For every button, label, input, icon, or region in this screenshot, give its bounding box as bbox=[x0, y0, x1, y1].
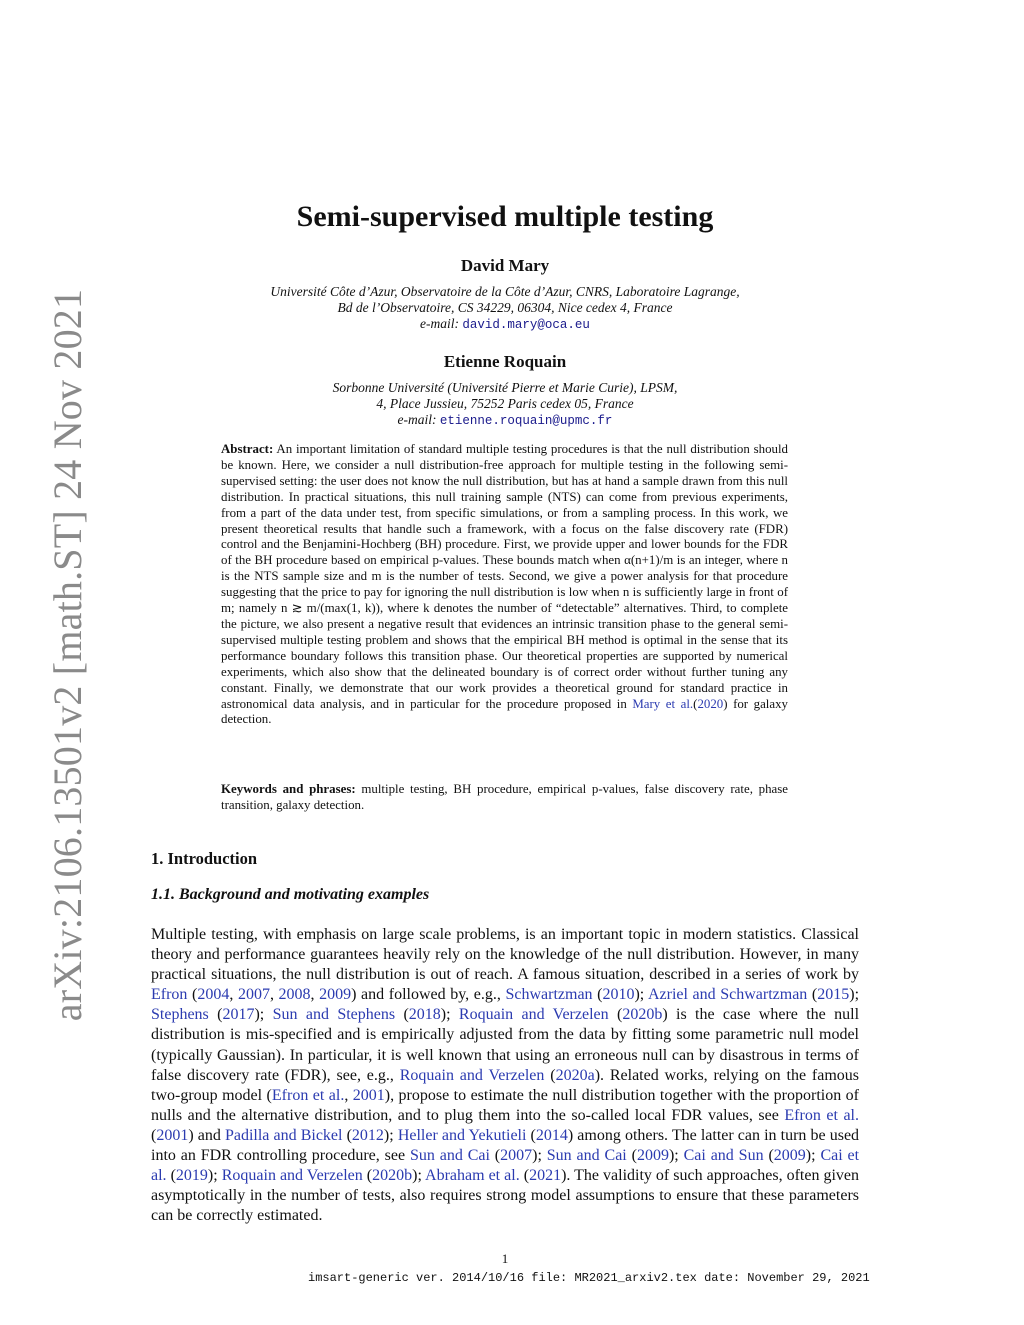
citation-link[interactable]: Roquain and Verzelen bbox=[399, 1066, 545, 1084]
affiliation-line: 4, Place Jussieu, 75252 Paris cedex 05, France bbox=[376, 396, 634, 411]
affiliation-line: Bd de l’Observatoire, CS 34229, 06304, Nice cedex 4, France bbox=[337, 300, 673, 315]
citation-link[interactable]: Azriel and Schwartzman bbox=[647, 986, 808, 1004]
text: , bbox=[344, 1086, 349, 1104]
abstract-label: Abstract: bbox=[221, 442, 274, 456]
text: ( bbox=[403, 1006, 409, 1024]
section-heading: 1. Introduction bbox=[151, 849, 258, 868]
text: ( bbox=[550, 1066, 556, 1084]
citation-link[interactable]: 2012 bbox=[351, 1126, 384, 1144]
citation-link[interactable]: 2021 bbox=[529, 1167, 562, 1185]
text: ); bbox=[383, 1126, 394, 1144]
text: ); bbox=[634, 986, 645, 1004]
email-line bbox=[0, 316, 1010, 333]
text: ( bbox=[217, 1006, 223, 1024]
citation-link[interactable]: Sun and Stephens bbox=[272, 1006, 396, 1024]
citation-link[interactable]: 2009 bbox=[319, 986, 352, 1004]
text: ( bbox=[597, 986, 603, 1004]
citation-year-link[interactable]: 2020 bbox=[697, 696, 724, 711]
text: ( bbox=[616, 1006, 623, 1024]
author-name-2: Etienne Roquain bbox=[443, 352, 567, 371]
citation-link[interactable]: 2010 bbox=[602, 986, 635, 1004]
author-affiliation-2 bbox=[0, 380, 1010, 429]
citation-link[interactable]: 2001 bbox=[156, 1126, 189, 1144]
author-name-1: David Mary bbox=[460, 256, 550, 275]
keywords-text: multiple testing, BH procedure, empirical p-values, false discovery rate, phase transition, galaxy detection. bbox=[221, 782, 788, 812]
text: ( bbox=[192, 986, 198, 1004]
text: ) is the case where the null distribution is mis-specified and is empirically adjusted from the data by fitting some parametric null model (typically Gaussian). In particular, it is well known that using an erroneous null can by disastrous in terms of false discovery rate (FDR), see, e.g., bbox=[151, 1006, 860, 1084]
citation-link[interactable]: 2017 bbox=[222, 1006, 255, 1024]
citation-link[interactable]: 2018 bbox=[408, 1006, 441, 1024]
keywords-block bbox=[221, 782, 788, 814]
text: Multiple testing, with emphasis on large scale problems, is an important topic in modern statistics. Classical theory and performance guarantees heavily rely on the knowledge of the null distribution. However, in many practical situations, the null distribution is out of reach. A famous situation, described in a series of work by bbox=[151, 926, 859, 984]
text: ( bbox=[170, 1167, 176, 1185]
email-line bbox=[0, 412, 1010, 429]
citation-link[interactable]: 2007 bbox=[500, 1147, 533, 1165]
page-footer: imsart-generic ver. 2014/10/16 file: MR2021_arxiv2.tex date: November 29, 2021 bbox=[308, 1271, 870, 1285]
citation-link[interactable]: Padilla and Bickel bbox=[224, 1126, 343, 1144]
citation-link[interactable]: Roquain and Verzelen bbox=[458, 1006, 609, 1024]
citation-paren: ( bbox=[693, 696, 698, 711]
citation-link[interactable]: 2007 bbox=[237, 986, 270, 1004]
text: ( bbox=[151, 1126, 157, 1144]
affiliation-line: Sorbonne Université (Université Pierre et Marie Curie), LPSM, bbox=[332, 380, 678, 395]
text: ( bbox=[366, 1167, 373, 1185]
keywords-label: Keywords and phrases: bbox=[221, 782, 356, 796]
text: ) and bbox=[188, 1126, 221, 1144]
citation-link[interactable]: Roquain and Verzelen bbox=[221, 1167, 363, 1185]
citation-link[interactable]: 2014 bbox=[535, 1126, 568, 1144]
text: ); bbox=[412, 1167, 422, 1185]
text: ) among others. The latter can in turn be used into an FDR controlling procedure, see bbox=[151, 1126, 860, 1165]
text: , bbox=[269, 986, 274, 1004]
citation-link[interactable]: Sun and Cai bbox=[409, 1147, 490, 1165]
citation-link[interactable]: 2009 bbox=[773, 1147, 806, 1165]
text: ); bbox=[532, 1147, 542, 1165]
text: ). Related works, relying on the famous two-group model ( bbox=[151, 1066, 859, 1104]
email-label: e-mail: bbox=[420, 316, 460, 331]
text: ). The validity of such approaches, often given asymptotically in the number of tests, also requires strong model assumptions to ensure that these parameters can be correctly estimated. bbox=[151, 1167, 860, 1225]
citation-link[interactable]: 2019 bbox=[175, 1167, 208, 1185]
citation-link[interactable]: Cai et al. bbox=[151, 1147, 860, 1185]
citation-link[interactable]: Efron et al. bbox=[271, 1086, 345, 1104]
citation-link[interactable]: 2004 bbox=[197, 986, 230, 1004]
citation-link[interactable]: Efron bbox=[151, 986, 188, 1004]
page-number: 1 bbox=[501, 1251, 509, 1266]
text: ); bbox=[440, 1006, 451, 1024]
citation-link[interactable]: Abraham et al. bbox=[425, 1167, 520, 1185]
citation-paren: ) bbox=[723, 696, 728, 711]
text: ( bbox=[494, 1147, 501, 1165]
text: ( bbox=[346, 1126, 352, 1144]
citation-link[interactable]: 2015 bbox=[817, 986, 850, 1004]
abstract-text: An important limitation of standard multiple testing procedures is that the null distribution should be known. Here, we consider a null distribution-free approach for multiple testing in the following semi-supervised setting: the user does not know the null distribution, but has at hand a sample drawn from this null distribution. In practical situations, this null training sample (NTS) can come from previous experiments, from a part of the data under test, from specific simulations, or from a sampling process. In this work, we present theoretical results that handle such a framework, with a focus on the false discovery rate (FDR) control and the Benjamini-Hochberg (BH) procedure. First, we provide upper and lower bounds for the FDR of the BH procedure based on empirical p-values. These bounds match when α(n+1)/m is an integer, where n is the NTS sample size and m is the number of tests. Second, we give a power analysis for that procedure suggesting that the price to pay for ignoring the null distribution is low when n is sufficiently large in front of m; namely n ≳ m/(max(1, k)), where k denotes the number of “detectable” alternatives. Third, to complete the picture, we also present a negative result that evidences an intrinsic transition phase to the general semi-supervised multiple testing problem and shows that the empirical BH method is optimal in the sense that its performance boundary follows this transition phase. Our theoretical properties are supported by numerical experiments, which also show that the delineated boundary is of correct order without further tuning any constant. Finally, we demonstrate that our work provides a theoretical ground for standard practice in astronomical data analysis, and in particular for the procedure proposed in bbox=[221, 442, 788, 711]
citation-link[interactable]: 2020b bbox=[372, 1167, 413, 1185]
text: ); bbox=[805, 1147, 816, 1165]
text: ); bbox=[849, 986, 860, 1004]
author-affiliation-1 bbox=[0, 284, 1010, 333]
citation-link[interactable]: 2009 bbox=[636, 1147, 669, 1165]
citation-link[interactable]: Heller and Yekutieli bbox=[397, 1126, 527, 1144]
text: , bbox=[310, 986, 315, 1004]
abstract-block bbox=[221, 442, 788, 728]
email-link[interactable]: david.mary@oca.eu bbox=[462, 318, 590, 332]
citation-link[interactable]: Stephens bbox=[151, 1006, 209, 1024]
citation-link[interactable]: Mary et al. bbox=[632, 696, 694, 711]
text: ); bbox=[254, 1006, 265, 1024]
text: ( bbox=[631, 1147, 637, 1165]
arxiv-identifier-stamp: arXiv:2106.13501v2 [math.ST] 24 Nov 2021 bbox=[44, 288, 90, 1022]
citation-link[interactable]: 2008 bbox=[278, 986, 311, 1004]
citation-link[interactable]: 2020b bbox=[622, 1006, 663, 1024]
text: ), propose to estimate the null distribution together with the proportion of nulls and the alternative distribution, and to plug them into the so-called local FDR values, see bbox=[151, 1086, 860, 1124]
text: ( bbox=[768, 1147, 774, 1165]
text: ); bbox=[668, 1147, 679, 1165]
intro-paragraph bbox=[151, 925, 859, 1226]
email-link[interactable]: etienne.roquain@upmc.fr bbox=[439, 414, 613, 428]
text: ( bbox=[811, 986, 818, 1004]
affiliation-line: Université Côte d’Azur, Observatoire de la Côte d’Azur, CNRS, Laboratoire Lagrange, bbox=[270, 284, 740, 299]
citation-link[interactable]: 2001 bbox=[352, 1086, 385, 1104]
text: ) and followed by, e.g., bbox=[351, 986, 501, 1004]
text: ); bbox=[207, 1167, 218, 1185]
email-label: e-mail: bbox=[397, 412, 437, 427]
citation-link[interactable]: Cai and Sun bbox=[683, 1147, 764, 1165]
paper-title: Semi-supervised multiple testing bbox=[296, 200, 714, 233]
citation-link[interactable]: Sun and Cai bbox=[546, 1147, 627, 1165]
citation-link[interactable]: Schwartzman bbox=[505, 986, 593, 1004]
text: , bbox=[229, 986, 234, 1004]
subsection-heading: 1.1. Background and motivating examples bbox=[151, 886, 430, 903]
text: ( bbox=[530, 1126, 536, 1144]
citation-link[interactable]: 2020a bbox=[555, 1066, 595, 1084]
text: ( bbox=[523, 1167, 530, 1185]
citation-link[interactable]: Efron et al. bbox=[784, 1106, 859, 1124]
abstract-text-end: for galaxy detection. bbox=[221, 696, 788, 727]
